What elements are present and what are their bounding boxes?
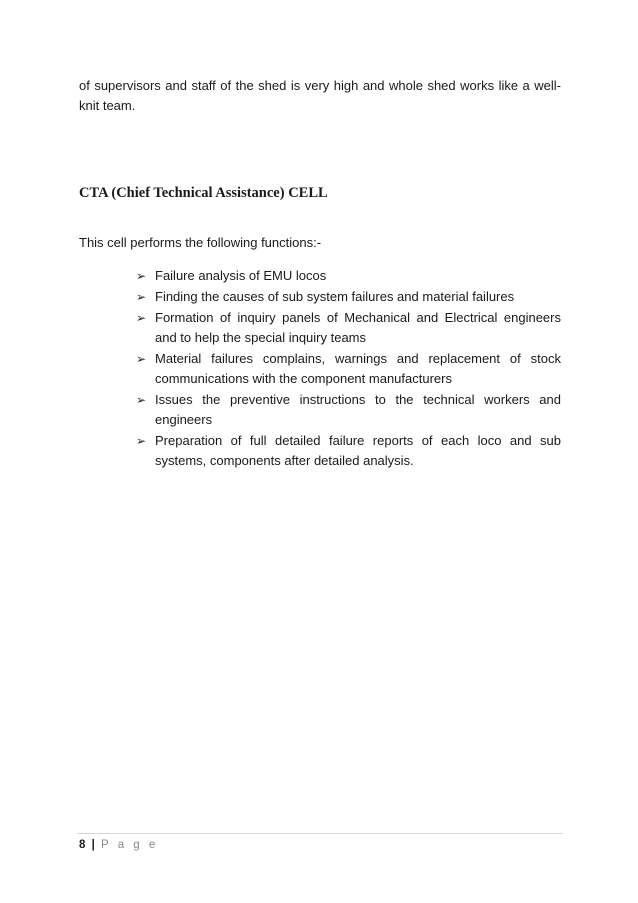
page-label: P a g e [101,839,159,851]
list-item-text: Formation of inquiry panels of Mechanical and Electrical engineers and to help the special inquiry teams [155,310,561,345]
functions-list [136,266,561,472]
page-footer [79,839,158,851]
list-item-text: Finding the causes of sub system failures and material failures [155,289,515,304]
list-item-text: Preparation of full detailed failure reports of each loco and sub systems, components after detailed analysis. [155,433,561,468]
arrow-bullet-icon: ➢ [136,290,147,304]
section-heading: CTA (Chief Technical Assistance) CELL [79,185,328,201]
continued-paragraph: of supervisors and staff of the shed is very high and whole shed works like a well-knit team. [79,78,561,113]
arrow-bullet-icon: ➢ [136,352,147,366]
arrow-bullet-icon: ➢ [136,434,147,448]
list-item-text: Issues the preventive instructions to the technical workers and engineers [155,392,561,427]
page-number: 8 [79,839,86,851]
footer-separator: | [91,839,95,851]
list-item [136,349,561,389]
list-item [136,390,561,430]
list-item-text: Failure analysis of EMU locos [155,268,327,283]
footer-divider [77,833,563,834]
list-item-text: Material failures complains, warnings and replacement of stock communications with the component manufacturers [155,351,561,386]
arrow-bullet-icon: ➢ [136,311,147,325]
arrow-bullet-icon: ➢ [136,393,147,407]
list-item [136,287,561,307]
list-item [136,431,561,471]
list-item [136,266,561,286]
arrow-bullet-icon: ➢ [136,269,147,283]
list-item [136,308,561,348]
section-intro: This cell performs the following functions:- [79,235,322,250]
